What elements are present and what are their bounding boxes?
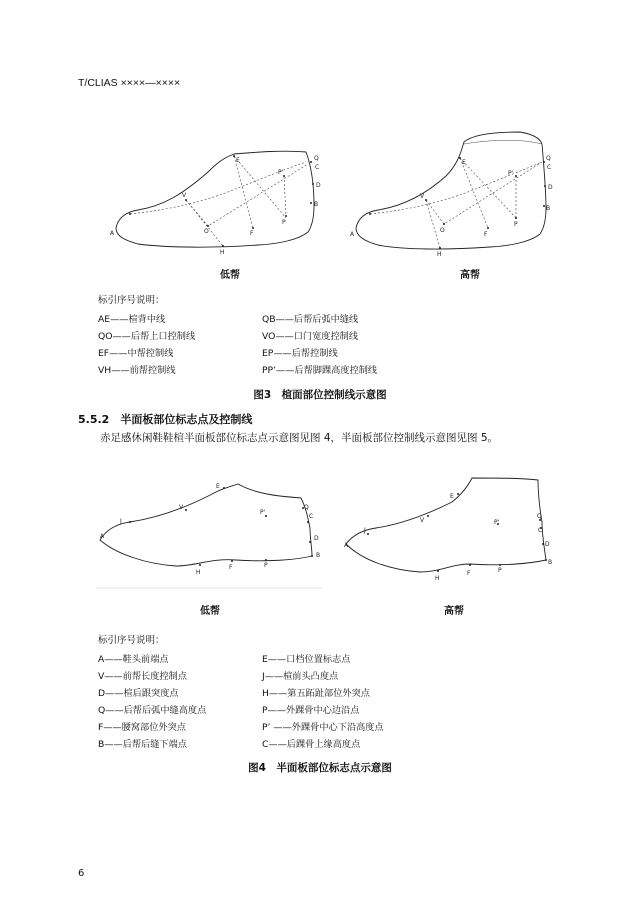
label-E: E (450, 493, 454, 500)
label-J: J (364, 527, 366, 534)
figure4-caption-high: 高帮 (444, 606, 464, 617)
label-C: C (547, 164, 552, 171)
label-V: V (420, 517, 425, 524)
legend-item: P——外踝骨中心边沿点 (262, 705, 360, 716)
label-F: F (229, 564, 233, 571)
label-F: F (467, 570, 471, 577)
section-heading: 5.5.2 半面板部位标志点及控制线 (78, 413, 253, 426)
label-P: P (264, 562, 268, 569)
legend-item: AE——楦背中线 (98, 314, 166, 325)
label-H: H (435, 575, 440, 582)
legend-item: A——鞋头前端点 (98, 654, 169, 665)
label-P-prime: P' (508, 170, 514, 177)
label-V: V (179, 504, 184, 511)
legend-item: VO——口门宽度控制线 (262, 331, 359, 342)
label-A: A (110, 230, 115, 237)
label-B: B (316, 552, 321, 559)
figure3-caption-low: 低帮 (220, 270, 240, 281)
label-H: H (220, 249, 225, 256)
label-C: C (538, 527, 543, 534)
label-H: H (196, 569, 201, 576)
label-C: C (315, 164, 320, 171)
label-O: O (440, 227, 445, 234)
label-B: B (546, 205, 551, 212)
figure3-caption-high: 高帮 (460, 270, 480, 281)
legend-item: J——楦前头凸度点 (262, 671, 339, 682)
legend-item: C——后踝骨上缘高度点 (262, 739, 361, 750)
label-D: D (545, 541, 550, 548)
legend-item: D——楦后跟突度点 (98, 688, 179, 699)
legend-item: QB——后帮后弧中缝线 (262, 314, 359, 325)
label-P-prime: P' (494, 519, 500, 526)
legend-item: H——第五跖趾部位外突点 (262, 688, 370, 699)
legend-item: Q——后帮后弧中缝高度点 (98, 705, 207, 716)
label-J: J (120, 518, 122, 525)
legend-item: VH——前帮控制线 (98, 365, 176, 376)
label-O: O (204, 228, 209, 235)
label-E: E (236, 157, 240, 164)
legend-item: F——腰窝部位外突点 (98, 722, 186, 733)
label-D: D (314, 535, 319, 542)
label-B: B (548, 559, 553, 566)
label-C: C (309, 513, 314, 520)
document-code: T/CLIAS ××××—×××× (78, 77, 181, 89)
label-D: D (548, 184, 553, 191)
figure3-low-last-diagram (108, 140, 328, 260)
label-E: E (462, 159, 466, 166)
label-Q: Q (304, 504, 309, 511)
figure3-legend-title: 标引序号说明： (98, 295, 165, 306)
label-A: A (344, 542, 349, 549)
label-P-prime: P' (260, 509, 266, 516)
legend-item: B——后帮后缝下端点 (98, 739, 187, 750)
section-paragraph: 赤足感休闲鞋鞋楦半面板部位标志点示意图见图 4，半面板部位控制线示意图见图 5。 (100, 432, 499, 444)
page-number: 6 (78, 868, 85, 879)
label-B: B (314, 201, 319, 208)
legend-item: EP——后帮控制线 (262, 348, 338, 359)
label-E: E (216, 483, 220, 490)
label-P-prime: P' (278, 169, 284, 176)
legend-item: QO——后帮上口控制线 (98, 331, 196, 342)
figure4-low-panel-diagram (96, 478, 328, 590)
legend-item: P’ ——外踝骨中心下沿高度点 (262, 722, 384, 733)
figure4-legend-title: 标引序号说明： (98, 635, 165, 646)
label-V: V (182, 192, 187, 199)
legend-item: EF——中帮控制线 (98, 348, 174, 359)
label-F: F (250, 230, 254, 237)
label-H: H (437, 251, 442, 258)
label-P: P (282, 219, 286, 226)
label-P: P (498, 567, 502, 574)
figure4-high-panel-diagram (340, 472, 562, 584)
figure4-title: 图4 半面板部位标志点示意图 (248, 762, 392, 774)
label-Q: Q (314, 155, 319, 162)
label-Q: Q (537, 513, 542, 520)
figure3-high-last-diagram (348, 128, 568, 260)
label-A: A (100, 533, 105, 540)
legend-item: V——前帮长度控制点 (98, 671, 187, 682)
legend-item: E——口档位置标志点 (262, 654, 351, 665)
label-P: P (514, 221, 518, 228)
label-A: A (350, 231, 355, 238)
label-F: F (484, 231, 488, 238)
label-V: V (420, 193, 425, 200)
figure4-caption-low: 低帮 (200, 606, 220, 617)
label-Q: Q (546, 155, 551, 162)
label-D: D (316, 182, 321, 189)
legend-item: PP’——后帮脚踝高度控制线 (262, 365, 378, 376)
figure3-title: 图3 楦面部位控制线示意图 (253, 389, 387, 401)
